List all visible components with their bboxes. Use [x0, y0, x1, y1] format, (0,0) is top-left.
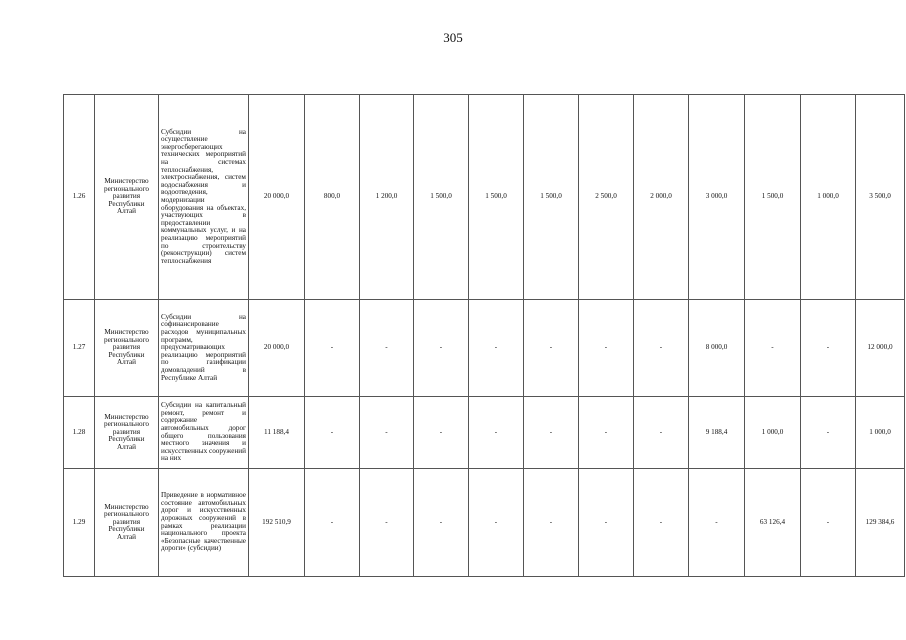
funding-value-cell: -	[634, 397, 689, 469]
organization-line: Алтай	[116, 442, 137, 451]
organization-line: регионального	[104, 510, 149, 519]
organization-line: Республики	[108, 525, 145, 534]
funding-value-cell: -	[524, 300, 579, 397]
funding-value-cell: -	[360, 469, 414, 577]
funding-value-cell: 1 500,0	[745, 95, 801, 300]
organization-line: развития	[112, 192, 141, 201]
table-row	[64, 300, 905, 397]
budget-table	[63, 94, 905, 577]
row-number: 1.29	[64, 469, 95, 577]
funding-value-cell: -	[634, 300, 689, 397]
measure-description: Субсидии на осуществление энергосберегающих технических мероприятий на системах теплоснабжения, электроснабжения, систем водоснабжения и водоотведения, модернизации оборудования на объектах, участвующих в предоставлении коммунальных услуг, и на реализацию мероприятий по строительству (реконструкции) систем теплоснабжения	[159, 95, 249, 300]
organization-line: регионального	[104, 335, 149, 344]
funding-value-cell: -	[305, 469, 360, 577]
funding-value-cell: -	[579, 397, 634, 469]
row-number: 1.27	[64, 300, 95, 397]
funding-value-cell: 1 500,0	[414, 95, 469, 300]
organization-line: Министерство	[104, 177, 149, 186]
funding-value-cell: 3 000,0	[689, 95, 745, 300]
measure-description: Субсидии на софинансирование расходов муниципальных программ, предусматривающих реализацию мероприятий по газификации домовладений в Республике Алтай	[159, 300, 249, 397]
row-number: 1.26	[64, 95, 95, 300]
funding-value-cell: 1 000,0	[801, 95, 856, 300]
funding-value-cell: 1 200,0	[360, 95, 414, 300]
measure-description: Субсидии на капитальный ремонт, ремонт и содержание автомобильных дорог общего пользования местного значения и искусственных сооружений на них	[159, 397, 249, 469]
funding-value-cell: -	[524, 397, 579, 469]
row-number: 1.28	[64, 397, 95, 469]
table-row	[64, 469, 905, 577]
page-number: 305	[443, 30, 463, 45]
funding-value-cell: -	[360, 397, 414, 469]
organization-line: Республики	[108, 350, 145, 359]
funding-value-cell: 11 188,4	[249, 397, 305, 469]
funding-value-cell: -	[745, 300, 801, 397]
funding-value-cell: -	[801, 397, 856, 469]
organization-line: Министерство	[104, 328, 149, 337]
funding-value-cell: 1 500,0	[524, 95, 579, 300]
funding-value-cell: 2 500,0	[579, 95, 634, 300]
funding-value-cell: -	[414, 397, 469, 469]
organization-line: Республики	[108, 435, 145, 444]
funding-value-cell: 800,0	[305, 95, 360, 300]
organization-line: Министерство	[104, 412, 149, 421]
responsible-organization	[95, 469, 159, 577]
responsible-organization	[95, 300, 159, 397]
funding-value-cell: -	[801, 300, 856, 397]
organization-line: развития	[112, 343, 141, 352]
funding-value-cell: -	[305, 300, 360, 397]
funding-value-cell: -	[801, 469, 856, 577]
funding-value-cell: -	[524, 469, 579, 577]
funding-value-cell: 20 000,0	[249, 95, 305, 300]
funding-value-cell: 20 000,0	[249, 300, 305, 397]
organization-line: Алтай	[116, 358, 137, 367]
table-row	[64, 397, 905, 469]
measure-description: Приведение в нормативное состояние автомобильных дорог и искусственных дорожных сооружений в рамках реализации национального проекта «Безопасные качественные дороги» (субсидии)	[159, 469, 249, 577]
organization-line: регионального	[104, 420, 149, 429]
funding-value-cell: -	[414, 300, 469, 397]
responsible-organization	[95, 95, 159, 300]
funding-value-cell: -	[689, 469, 745, 577]
funding-value-cell: 9 188,4	[689, 397, 745, 469]
funding-value-cell: -	[360, 300, 414, 397]
funding-value-cell: -	[469, 300, 524, 397]
funding-value-cell: 63 126,4	[745, 469, 801, 577]
funding-value-cell: -	[469, 469, 524, 577]
organization-line: Министерство	[104, 502, 149, 511]
organization-line: Алтай	[116, 532, 137, 541]
funding-value-cell: 1 000,0	[745, 397, 801, 469]
funding-value-cell: -	[634, 469, 689, 577]
funding-value-cell: -	[579, 469, 634, 577]
organization-line: Алтай	[116, 207, 137, 216]
organization-line: регионального	[104, 184, 149, 193]
funding-value-cell: 1 000,0	[856, 397, 905, 469]
organization-line: Республики	[108, 199, 145, 208]
funding-value-cell: 8 000,0	[689, 300, 745, 397]
funding-value-cell: -	[579, 300, 634, 397]
table-body	[64, 95, 905, 577]
funding-value-cell: -	[414, 469, 469, 577]
funding-value-cell: 1 500,0	[469, 95, 524, 300]
funding-value-cell: -	[469, 397, 524, 469]
funding-value-cell: 129 384,6	[856, 469, 905, 577]
funding-value-cell: -	[305, 397, 360, 469]
funding-value-cell: 192 510,9	[249, 469, 305, 577]
table-row	[64, 95, 905, 300]
organization-line: развития	[112, 427, 141, 436]
funding-value-cell: 3 500,0	[856, 95, 905, 300]
organization-line: развития	[112, 517, 141, 526]
responsible-organization	[95, 397, 159, 469]
funding-value-cell: 2 000,0	[634, 95, 689, 300]
funding-value-cell: 12 000,0	[856, 300, 905, 397]
